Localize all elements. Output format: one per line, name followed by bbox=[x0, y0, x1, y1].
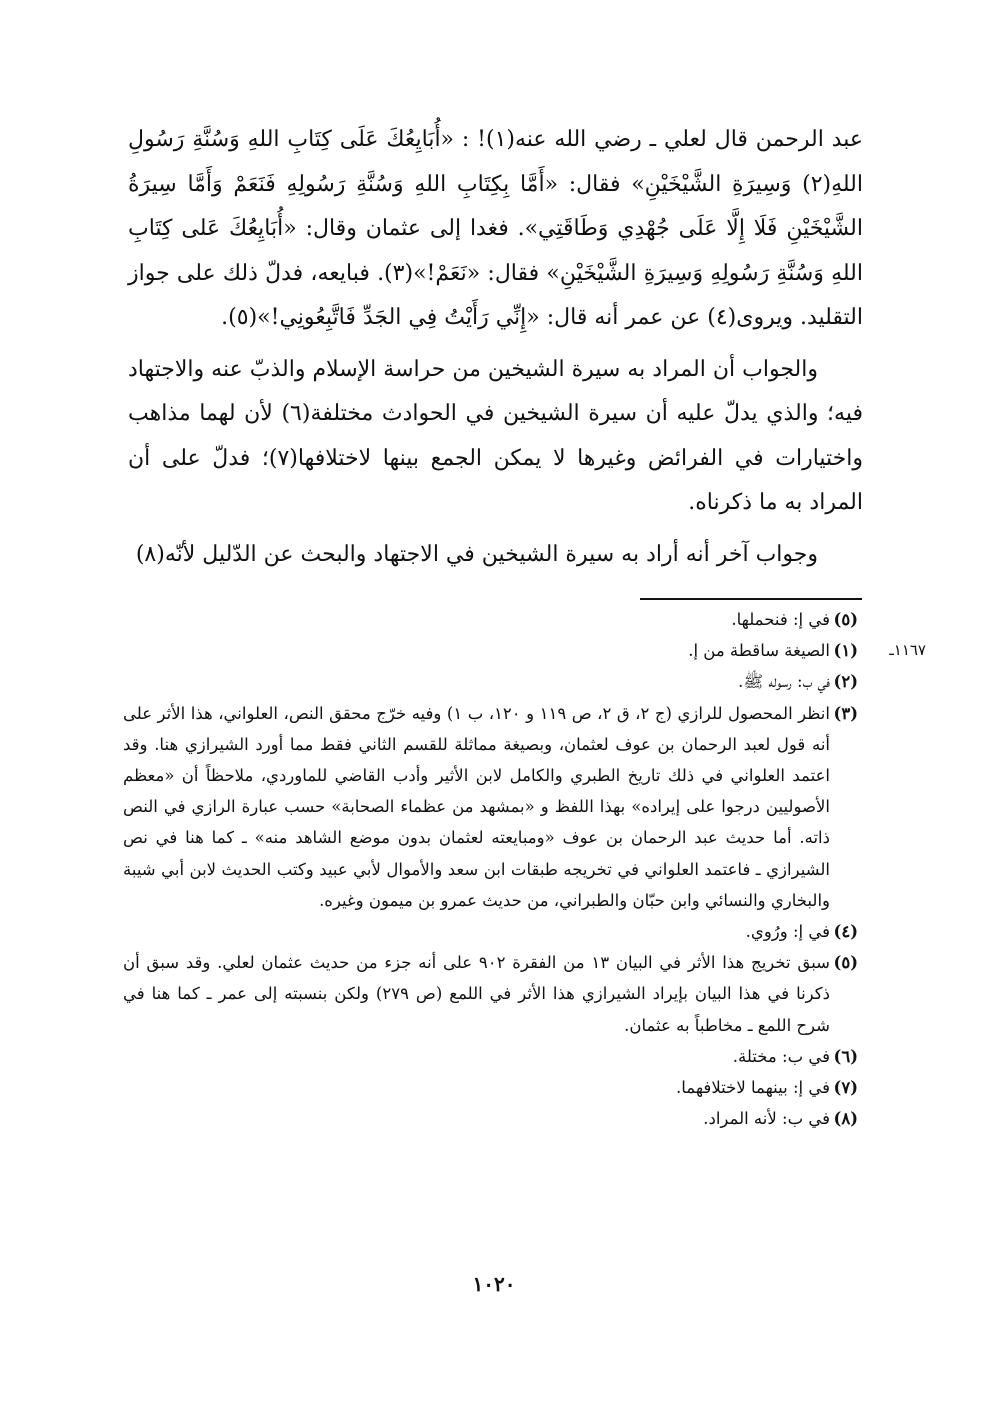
footnote-separator bbox=[640, 598, 862, 600]
footnote-number: (٨) bbox=[833, 1109, 858, 1129]
footnote-number: (٤) bbox=[833, 922, 858, 942]
footnote bbox=[123, 1072, 858, 1103]
paragraph-2: والجواب أن المراد به سيرة الشيخين من حراسة الإسلام والذبّ عنه والاجتهاد فيه؛ والذي يدلّ عليه أن سيرة الشيخين في الحوادث مختلفة(٦) لأن لهما مذاهب واختيارات في الفرائض وغيرها لا يمكن الجمع بينها لاختلافها(٧)؛ فدلّ على أن المراد به ما ذكرناه. bbox=[128, 356, 864, 515]
footnote-text: انظر المحصول للرازي (ج ٢، ق ٢، ص ١١٩ و ١٢٠، ب ١) وفيه خرّج محقق النص، العلواني، هذا الأثر على أنه قول لعبد الرحمان بن عوف لعثمان، وبصيغة مماثلة للقسم الثاني فقط مما أورد الشيرازي هنا. وقد اعتمد العلواني في ذلك تاريخ الطبري والكامل لابن الأثير وأدب القاضي للماوردي، ملاحظاً أن «معظم الأصوليين درجوا على إيراده» بهذا اللفظ و «بمشهد من عظماء الصحابة» حسب عبارة الرازي في النص ذاته. أما حديث عبد الرحمان بن عوف «ومبايعته لعثمان بدون موضع الشاهد منه» ـ كما هنا في نص الشيرازي ـ فاعتمد العلواني في تخريجه طبقات ابن سعد والأموال لأبي عبيد وكتب الحديث لابن أبي شيبة والبخاري والنسائي وابن حبّان والطبراني، من حديث عمرو بن ميمون وغيره. bbox=[123, 703, 830, 910]
footnote-text: في إ: فنحملها. bbox=[731, 610, 830, 629]
footnote-number: (٦) bbox=[833, 1046, 858, 1066]
footnote-text: سبق تخريج هذا الأثر في البيان ١٣ من الفقرة ٩٠٢ على أنه جزء من حديث عثمان لعلي. وقد سبق أن ذكرنا في هذا البيان بإيراد الشيرازي هذا الأثر في اللمع (ص ٢٧٩) ولكن بنسبته إلى عمر ـ كما هنا في شرح اللمع ـ مخاطباً به عثمان. bbox=[123, 953, 830, 1035]
footnote-text: في ب: لأنه المراد. bbox=[703, 1109, 830, 1129]
footnote bbox=[123, 947, 858, 1041]
page-number: ١٠٢٠ bbox=[472, 1272, 516, 1296]
footnote bbox=[123, 666, 858, 697]
margin-paragraph-number: ١١٦٧ـ bbox=[889, 641, 926, 660]
footnote-number: (٣) bbox=[833, 703, 858, 723]
footnote-text: في ب: رسوله ﷺ. bbox=[738, 672, 830, 692]
footnote-number: (٧) bbox=[833, 1078, 858, 1098]
footnote bbox=[123, 1041, 858, 1072]
footnote-number: (٢) bbox=[833, 672, 858, 692]
paragraph-1: عبد الرحمن قال لعلي ـ رضي الله عنه(١)! : «أُبَايِعُكَ عَلَى كِتَابِ اللهِ وَسُنَّةِ رَسُولِ اللهِ(٢) وَسِيرَةِ الشَّيْخَيْنِ» فقال: «أَمَّا بِكِتَابِ اللهِ وَسُنَّةِ رَسُولِهِ فَنَعَمْ وَأَمَّا سِيرَةُ الشَّيْخَيْنِ فَلَا إِلَّا عَلَى جُهْدِي وَطَاقَتِي». فغدا إلى عثمان وقال: «أُبَايِعُكَ عَلى كِتَابِ اللهِ وَسُنَّةِ رَسُولِهِ وَسِيرَةِ الشَّيْخَيْنِ» فقال: «نَعَمْ!»(٣). فبايعه، فدلّ ذلك على جواز التقليد. ويروى(٤) عن عمر أنه قال: «إِنِّي رَأَيْتُ فِي الجَدِّ فَاتَّبِعُونِي!»(٥). bbox=[128, 127, 863, 330]
footnote-text: في إ: ورُوي. bbox=[745, 922, 830, 942]
paragraph-3: وجواب آخر أنه أراد به سيرة الشيخين في الاجتهاد والبحث عن الدّليل لأنّه(٨) bbox=[135, 541, 818, 567]
footnote bbox=[123, 604, 858, 635]
footnote bbox=[123, 635, 926, 666]
footnote bbox=[123, 916, 858, 947]
footnote-text: الصيغة ساقطة من إ. bbox=[688, 641, 830, 661]
footnote-number: (١) bbox=[833, 641, 858, 661]
footnote-text: في إ: بينهما لاختلافهما. bbox=[676, 1078, 830, 1098]
footnote bbox=[123, 1103, 858, 1134]
footnote-number: (٥) bbox=[833, 953, 858, 973]
footnote-text: في ب: مختلة. bbox=[732, 1046, 830, 1066]
footnotes bbox=[123, 604, 926, 1134]
footnote bbox=[123, 698, 858, 916]
footnote-number: (٥) bbox=[833, 610, 858, 629]
main-text bbox=[128, 118, 863, 584]
